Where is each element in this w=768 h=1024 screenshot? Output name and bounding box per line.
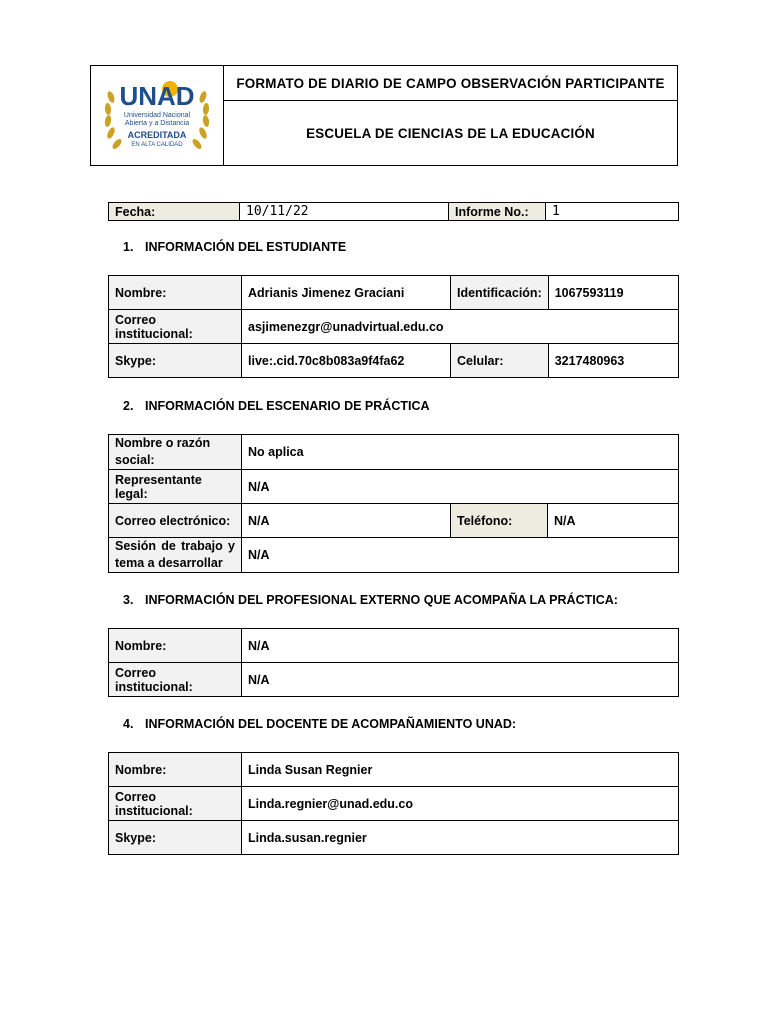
legal-rep-label: Representante legal:	[109, 470, 242, 504]
unad-logo	[98, 67, 216, 159]
student-email-value: asjimenezgr@unadvirtual.edu.co	[242, 310, 679, 344]
informe-label: Informe No.:	[449, 203, 546, 221]
document-header	[90, 65, 678, 166]
section-1-heading: 1. INFORMACIÓN DEL ESTUDIANTE	[123, 240, 347, 254]
student-skype-value: live:.cid.70c8b083a9f4fa62	[242, 344, 451, 378]
external-email-value: N/A	[242, 663, 679, 697]
teacher-email-label: Correo institucional:	[109, 787, 242, 821]
meta-table	[108, 202, 679, 221]
session-topic-label: Sesión de trabajo y tema a desarrollar	[109, 538, 242, 573]
external-name-label: Nombre:	[109, 629, 242, 663]
logo-cell	[91, 66, 224, 166]
student-email-label: Correo institucional:	[109, 310, 242, 344]
scenario-info-table	[108, 434, 679, 573]
student-phone-label: Celular:	[451, 344, 549, 378]
student-phone-value: 3217480963	[548, 344, 678, 378]
teacher-name-value: Linda Susan Regnier	[242, 753, 679, 787]
student-name-value: Adrianis Jimenez Graciani	[242, 276, 451, 310]
teacher-skype-label: Skype:	[109, 821, 242, 855]
student-info-table	[108, 275, 679, 378]
scenario-phone-value: N/A	[548, 504, 679, 538]
scenario-email-value: N/A	[242, 504, 451, 538]
scenario-email-label: Correo electrónico:	[109, 504, 242, 538]
scenario-name-value: No aplica	[242, 435, 679, 470]
fecha-label: Fecha:	[109, 203, 240, 221]
logo-badge-sub: EN ALTA CALIDAD	[131, 142, 183, 148]
section-4-heading: 4. INFORMACIÓN DEL DOCENTE DE ACOMPAÑAMIENTO UNAD:	[123, 717, 517, 731]
external-email-label: Correo institucional:	[109, 663, 242, 697]
session-topic-value: N/A	[242, 538, 679, 573]
logo-line2: Abierta y a Distancia	[124, 120, 190, 127]
logo-line1: Universidad Nacional	[123, 112, 191, 119]
scenario-name-label: Nombre o razón social:	[109, 435, 242, 470]
document-title: FORMATO DE DIARIO DE CAMPO OBSERVACIÓN PARTICIPANTE	[224, 66, 678, 101]
teacher-skype-value: Linda.susan.regnier	[242, 821, 679, 855]
teacher-name-label: Nombre:	[109, 753, 242, 787]
legal-rep-value: N/A	[242, 470, 679, 504]
external-professional-table	[108, 628, 679, 697]
document-subtitle: ESCUELA DE CIENCIAS DE LA EDUCACIÓN	[224, 101, 678, 166]
section-2-heading: 2. INFORMACIÓN DEL ESCENARIO DE PRÁCTICA	[123, 399, 430, 413]
fecha-value: 10/11/22	[240, 203, 449, 221]
external-name-value: N/A	[242, 629, 679, 663]
student-id-value: 1067593119	[548, 276, 678, 310]
scenario-phone-label: Teléfono:	[451, 504, 548, 538]
logo-badge: ACREDITADA	[127, 130, 187, 140]
section-3-heading: 3. INFORMACIÓN DEL PROFESIONAL EXTERNO QUE ACOMPAÑA LA PRÁCTICA:	[123, 593, 618, 607]
student-skype-label: Skype:	[109, 344, 242, 378]
teacher-info-table	[108, 752, 679, 855]
student-id-label: Identificación:	[451, 276, 549, 310]
teacher-email-value: Linda.regnier@unad.edu.co	[242, 787, 679, 821]
logo-brand: UNAD	[119, 81, 195, 111]
student-name-label: Nombre:	[109, 276, 242, 310]
informe-value: 1	[546, 203, 679, 221]
